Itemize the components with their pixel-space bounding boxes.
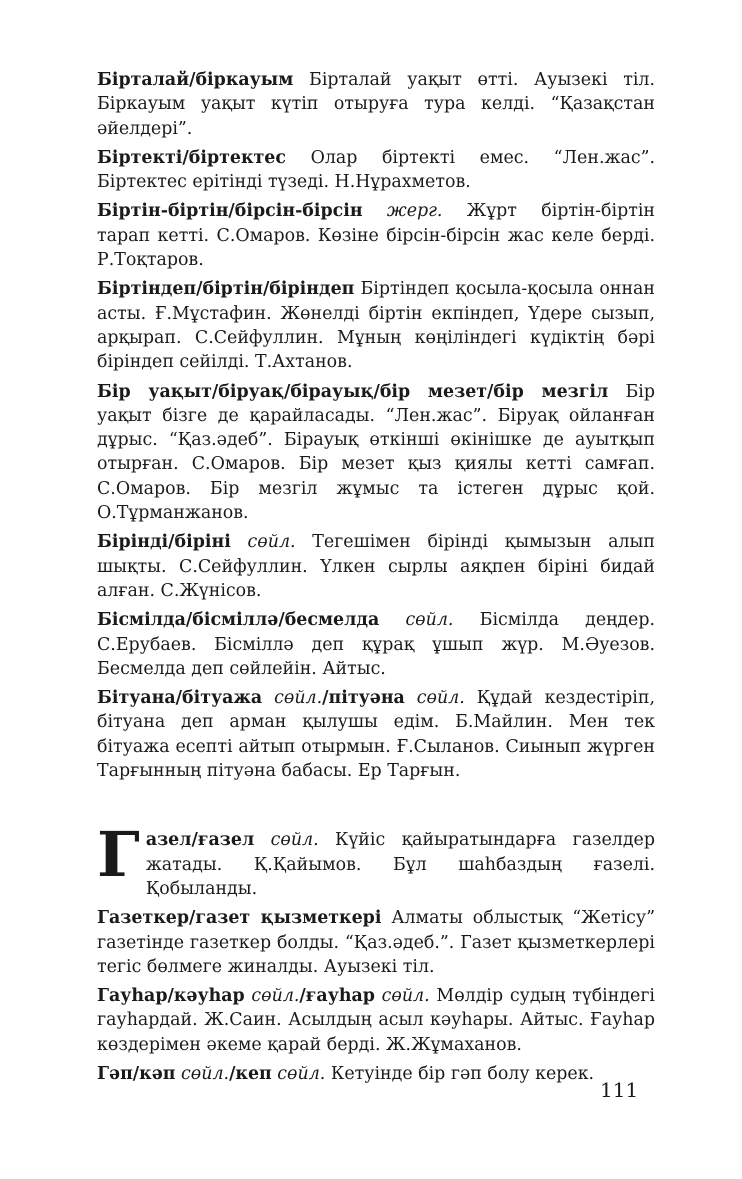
entry-headword: Бірінді/біріні bbox=[97, 532, 231, 553]
entry-marker: сөйл. bbox=[254, 830, 319, 851]
dictionary-entry bbox=[97, 68, 655, 141]
dictionary-entry bbox=[97, 530, 655, 603]
entries-b-section bbox=[97, 68, 655, 783]
dictionary-entry bbox=[97, 199, 655, 272]
dictionary-entry bbox=[97, 984, 655, 1057]
entry-text: Құдай кездестіріп, бітуана деп арман қылушы едім. Б.Майлин. Мен тек бітуажа есепті айтып отырмын. Ғ.Сыланов. Сиынып жүрген Тарғынның пітуәна бабасы. Ер Тарғын. bbox=[97, 688, 655, 782]
section-dropcap-letter: Г bbox=[97, 818, 140, 892]
entry-marker: сөйл. bbox=[244, 986, 300, 1007]
dictionary-entry bbox=[97, 146, 655, 195]
entry-headword: Біртіндеп/біртін/біріндеп bbox=[97, 279, 355, 300]
entry-headword-variant: /кеп bbox=[229, 1063, 272, 1084]
entry-headword: Газеткер/газет қызметкері bbox=[97, 908, 382, 929]
entry-text: Бір уақыт бізге де қарайласады. “Лен.жас”. Біруақ ойланған дұрыс. “Қаз.әдеб”. Бірауық өткінші өкінішке де ауытқып отырған. С.Омаров. Бір мезет қыз қиялы кетті самғап. С.Омаров. Бір мезгіл жұмыс та істеген дұрыс қой. О.Тұрманжанов. bbox=[97, 381, 655, 524]
entry-marker: сөйл. bbox=[175, 1063, 230, 1084]
page-number: 111 bbox=[600, 1078, 639, 1102]
dictionary-page bbox=[97, 68, 655, 1091]
entry-text: Мөлдір судың түбіндегі гауһардай. Ж.Саин. Асылдың асыл кәуһары. Айтыс. Ғауһар көздерімен әкеме қарай берді. Ж.Жұмаханов. bbox=[97, 986, 655, 1055]
entry-text: Алматы облыстық “Жетісу” газетінде газеткер болды. “Қаз.әдеб.”. Газет қызметкерлері тегіс бөлмеге жиналды. Ауызекі тіл. bbox=[97, 908, 655, 977]
entry-headword: Біртекті/біртектес bbox=[97, 147, 286, 168]
dictionary-entry bbox=[97, 380, 655, 526]
entry-text: Кетуінде бір гәп болу керек. bbox=[325, 1063, 595, 1084]
entry-headword: Біртін-біртін/бірсін-бірсін bbox=[97, 201, 363, 222]
entry-headword: азел/ғазел bbox=[145, 830, 255, 851]
dictionary-entry bbox=[97, 818, 655, 901]
entry-headword: Бірталай/біркауым bbox=[97, 70, 294, 90]
entry-marker: сөйл. bbox=[374, 986, 430, 1007]
entry-headword-variant: /пітуәна bbox=[322, 688, 405, 709]
entries-g-section bbox=[97, 818, 655, 1086]
entry-marker: жерг. bbox=[362, 201, 443, 222]
entry-marker: сөйл. bbox=[271, 1063, 326, 1084]
entry-text: Бірталай уақыт өтті. Ауызекі тіл. Біркауым уақыт күтіп отыруға тура келді. “Қазақстан әйелдері”. bbox=[97, 70, 655, 139]
entry-headword: Гәп/кәп bbox=[97, 1063, 176, 1084]
section-divider bbox=[97, 788, 655, 828]
dictionary-entry bbox=[97, 906, 655, 979]
entry-marker: сөйл. bbox=[230, 532, 296, 553]
entry-marker: сөйл. bbox=[379, 610, 454, 631]
entry-headword-variant: /ғауһар bbox=[299, 986, 375, 1007]
dictionary-entry bbox=[97, 686, 655, 783]
entry-text: Күйіс қайыратындарға газелдер жатады. Қ.Қайымов. Бұл шаһбаздың ғазелі. Қобыланды. bbox=[145, 830, 655, 899]
entry-text: Бісмілда деңдер. С.Ерубаев. Бісміллә деп құрақ ұшып жүр. М.Әуезов. Бесмелда деп сөйлейін. Айтыс. bbox=[97, 610, 655, 679]
dictionary-entry bbox=[97, 1062, 655, 1086]
dictionary-entry bbox=[97, 608, 655, 681]
entry-headword: Бітуана/бітуажа bbox=[97, 688, 263, 709]
entry-headword: Бір уақыт/біруақ/бірауық/бір мезет/бір мезгіл bbox=[97, 381, 609, 402]
entry-headword: Гауһар/кәуһар bbox=[97, 986, 245, 1007]
entry-text: Тегешімен бірінді қымызын алып шықты. С.Сейфуллин. Үлкен сырлы аяқпен біріні бидай алған. С.Жүнісов. bbox=[97, 532, 655, 601]
entry-text: Жұрт біртін-біртін тарап кетті. С.Омаров. Көзіне бірсін-бірсін жас келе берді. Р.Тоқтаров. bbox=[97, 201, 655, 271]
entry-marker: сөйл. bbox=[262, 688, 323, 709]
entry-marker: сөйл. bbox=[404, 688, 465, 709]
entry-headword: Бісмілда/бісміллә/бесмелда bbox=[97, 610, 380, 631]
entry-text: Біртіндеп қосыла-қосыла оннан асты. Ғ.Мұстафин. Жөнелді біртін екпіндеп, Үдере сызып, арқырап. С.Сейфуллин. Мұның көңіліндегі күдіктің бәрі біріндеп сейілді. Т.Ахтанов. bbox=[97, 279, 655, 373]
entry-text: Олар біртекті емес. “Лен.жас”. Біртектес ерітінді түзеді. Н.Нұрахметов. bbox=[97, 147, 655, 193]
dictionary-entry bbox=[97, 277, 655, 374]
